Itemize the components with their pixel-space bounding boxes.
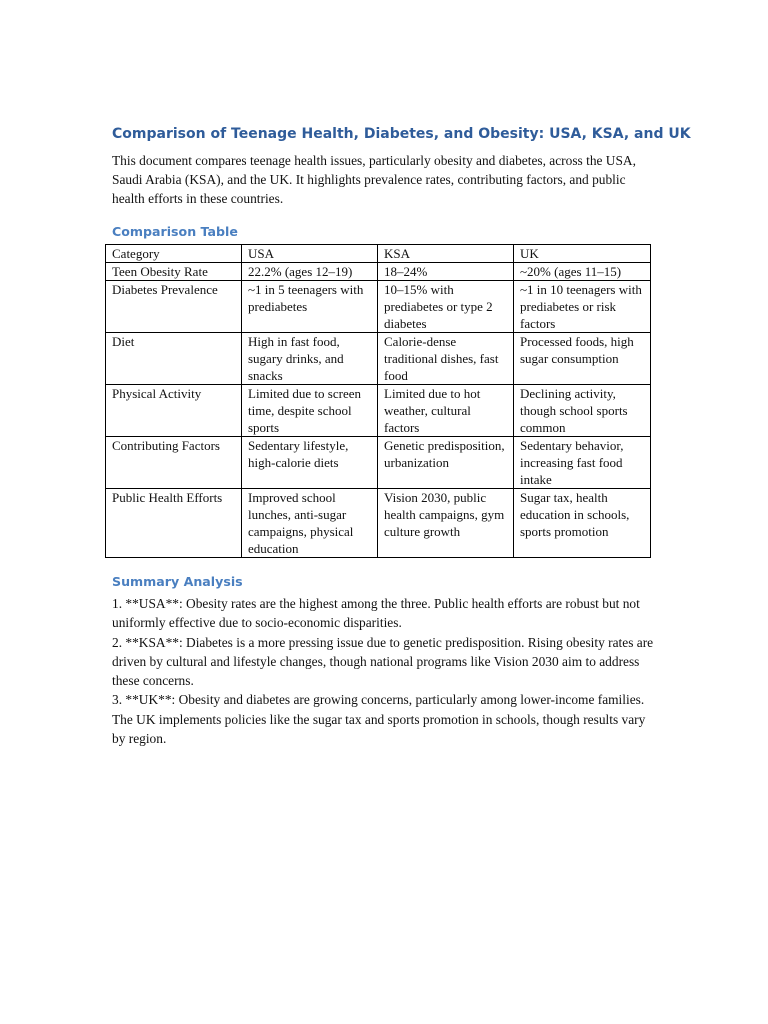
- table-cell: Sedentary behavior, increasing fast food intake: [514, 437, 651, 489]
- header-cell-usa: USA: [242, 245, 378, 263]
- table-cell: Limited due to hot weather, cultural factors: [378, 385, 514, 437]
- table-cell: Declining activity, though school sports common: [514, 385, 651, 437]
- table-cell: ~20% (ages 11–15): [514, 263, 651, 281]
- summary-item-ksa: 2. **KSA**: Diabetes is a more pressing issue due to genetic predisposition. Rising obesity rates are driven by cultural and lifestyle changes, though national programs like Vision 2030 aim to address these concerns.: [112, 634, 654, 689]
- table-cell: Vision 2030, public health campaigns, gym culture growth: [378, 489, 514, 558]
- table-cell: Genetic predisposition, urbanization: [378, 437, 514, 489]
- table-row: [106, 437, 651, 489]
- table-cell: Sugar tax, health education in schools, sports promotion: [514, 489, 651, 558]
- table-row: [106, 489, 651, 558]
- table-row: [106, 281, 651, 333]
- header-cell-ksa: KSA: [378, 245, 514, 263]
- table-cell: Teen Obesity Rate: [106, 263, 242, 281]
- summary-analysis-heading: Summary Analysis: [112, 574, 243, 589]
- table-row: [106, 263, 651, 281]
- header-cell-category: Category: [106, 245, 242, 263]
- table-cell: Physical Activity: [106, 385, 242, 437]
- table-cell: 22.2% (ages 12–19): [242, 263, 378, 281]
- document-page: [112, 124, 691, 748]
- table-cell: Sedentary lifestyle, high-calorie diets: [242, 437, 378, 489]
- table-row: [106, 385, 651, 437]
- table-cell: Processed foods, high sugar consumption: [514, 333, 651, 385]
- table-cell: Improved school lunches, anti-sugar campaigns, physical education: [242, 489, 378, 558]
- table-cell: 18–24%: [378, 263, 514, 281]
- table-cell: Limited due to screen time, despite school sports: [242, 385, 378, 437]
- comparison-table: [105, 244, 651, 558]
- document-title: Comparison of Teenage Health, Diabetes, and Obesity: USA, KSA, and UK: [112, 126, 691, 142]
- table-cell: Public Health Efforts: [106, 489, 242, 558]
- table-cell: ~1 in 10 teenagers with prediabetes or risk factors: [514, 281, 651, 333]
- table-cell: Diet: [106, 333, 242, 385]
- table-cell: Contributing Factors: [106, 437, 242, 489]
- table-row: [106, 333, 651, 385]
- table-cell: Calorie-dense traditional dishes, fast food: [378, 333, 514, 385]
- intro-paragraph: This document compares teenage health issues, particularly obesity and diabetes, across the USA, Saudi Arabia (KSA), and the UK. It highlights prevalence rates, contributing factors, and public health efforts in these countries.: [112, 153, 636, 206]
- table-cell: 10–15% with prediabetes or type 2 diabetes: [378, 281, 514, 333]
- table-cell: High in fast food, sugary drinks, and snacks: [242, 333, 378, 385]
- table-cell: ~1 in 5 teenagers with prediabetes: [242, 281, 378, 333]
- summary-item-usa: 1. **USA**: Obesity rates are the highest among the three. Public health efforts are robust but not uniformly effective due to socio-economic disparities.: [112, 596, 640, 631]
- comparison-table-heading: Comparison Table: [112, 224, 238, 239]
- table-header-row: [106, 245, 651, 263]
- summary-item-uk: 3. **UK**: Obesity and diabetes are growing concerns, particularly among lower-income families. The UK implements policies like the sugar tax and sports promotion in schools, though results vary by region.: [112, 692, 646, 747]
- header-cell-uk: UK: [514, 245, 651, 263]
- table-cell: Diabetes Prevalence: [106, 281, 242, 333]
